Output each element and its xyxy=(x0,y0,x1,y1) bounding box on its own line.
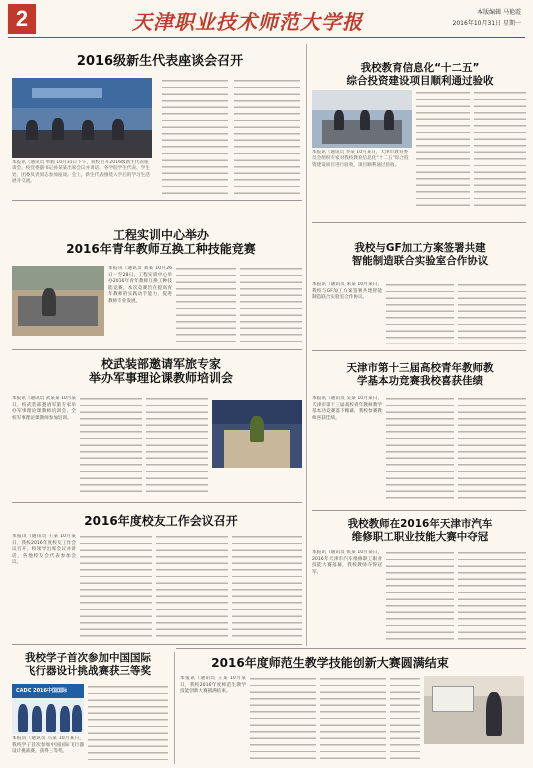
article-10-photo xyxy=(424,676,524,744)
article-5-photo-banner: CADC 2016中国国际 xyxy=(16,688,68,694)
article-3-caption xyxy=(212,470,302,496)
article-5-photo xyxy=(12,684,84,734)
article-9-body xyxy=(386,550,454,642)
article-1-body xyxy=(162,78,228,194)
article-1-lead: 本报讯（通讯员 单鹤 10月31日下午，我校召开2016级新生代表座谈会，校党委副书记孙某某出席会议并讲话，各学院学生代表、学生处、团委负责同志参加座谈。会上，新生代表围绕入学后的学习生活展开交流。 xyxy=(12,160,150,185)
article-3-body xyxy=(80,396,142,496)
article-9-body xyxy=(458,550,526,642)
article-5-lead: 本报讯（通讯员 马某 10月某日，我校学子首次参加中国国际飞行器设计挑战赛，获得三等奖。 xyxy=(12,736,84,755)
article-4-body xyxy=(156,534,228,640)
article-7-body xyxy=(386,282,454,344)
article-2-lead: 本报讯（通讯员 刘某 10月26日一至28日，工程实训中心举办2016年青年教师互换工种技能竞赛。本次竞赛旨在提高青年教师的实践动手能力，促进教师专业发展。 xyxy=(108,266,172,304)
article-6-body xyxy=(474,90,526,208)
article-7-lead: 本报讯（通讯员 朱某 10月某日，我校与GF加工方案签署共建智能制造联合实验室合作协议。 xyxy=(312,282,382,301)
article-2-body xyxy=(240,266,302,342)
article-4-body xyxy=(232,534,302,640)
article-2-photo xyxy=(12,266,104,336)
article-10-body xyxy=(390,676,420,764)
article-3-headline: 校武装部邀请军旅专家 举办军事理论课教师培训会 xyxy=(88,357,233,386)
article-6-lead: 本报讯（通讯员 李某 10月某日，天津市教育委员会组织专家对我校教育信息化“十二五”综合投资建设项目进行验收，项目顺利通过验收。 xyxy=(312,150,409,168)
article-8-lead: 本报讯（通讯员 吴某 10月某日，天津市第十三届高校青年教师教学基本功竞赛落下帷幕，我校参赛教师喜获佳绩。 xyxy=(312,396,382,421)
article-8-body xyxy=(386,396,454,504)
article-4-lead: 本报讯（通讯员 王某 10月某日，我校2016年度校友工作会议召开，校领导出席会议并讲话，各地校友会代表参加会议。 xyxy=(12,534,76,566)
article-3-lead: 本报讯（通讯员 武某某 10月某日，校武装部邀请军旅专家举办军事理论课教师培训会，全校军事理论课教师参加培训。 xyxy=(12,396,76,421)
article-8-body xyxy=(458,396,526,504)
article-2-headline: 工程实训中心举办 2016年青年教师互换工种技能竞赛 xyxy=(66,228,256,257)
article-7-headline: 我校与GF加工方案签署共建 智能制造联合实验室合作协议 xyxy=(351,242,489,267)
article-10-caption xyxy=(424,746,524,764)
article-2-caption xyxy=(12,337,104,347)
article-6-photo xyxy=(312,90,412,148)
article-5-body xyxy=(88,684,168,764)
article-9-lead: 本报讯（通讯员 张某 10月某日，2016年天津市汽车维修职工职业技能大赛落幕，我校教师夺得冠军。 xyxy=(312,550,382,575)
article-5-headline: 我校学子首次参加中国国际 飞行器设计挑战赛获三等奖 xyxy=(25,652,151,677)
article-10-body xyxy=(250,676,316,764)
article-10-body xyxy=(320,676,386,764)
masthead xyxy=(8,4,525,38)
article-2-body xyxy=(176,266,236,342)
paper-name: 天津职业技术师范大学报 xyxy=(132,10,363,34)
article-6-body xyxy=(416,90,470,208)
article-10-lead: 本报讯（通讯员 王某 10月某日，我校2016年度师范生教学技能创新大赛圆满结束。 xyxy=(180,676,246,695)
article-1-headline: 2016级新生代表座谈会召开 xyxy=(76,54,244,69)
article-3-body xyxy=(146,396,208,496)
article-9-headline: 我校教师在2016年天津市汽车 维修职工职业技能大赛中夺冠 xyxy=(347,518,493,543)
article-3-photo xyxy=(212,400,302,468)
article-1-photo xyxy=(12,78,152,158)
article-6-headline: 我校教育信息化“十二五” 综合投资建设项目顺利通过验收 xyxy=(346,62,494,87)
article-4-headline: 2016年度校友工作会议召开 xyxy=(84,514,238,528)
article-7-body xyxy=(458,282,526,344)
article-1-body xyxy=(234,78,300,194)
article-4-body xyxy=(80,534,152,640)
article-8-headline: 天津市第十三届高校青年教师教 学基本功竞赛我校喜获佳绩 xyxy=(346,362,494,387)
editor-credit: 本版编辑 马艳霞 xyxy=(477,9,521,16)
page-number: 2 xyxy=(8,4,36,34)
issue-date: 2016年10月31日 星期一 xyxy=(452,20,521,27)
article-10-headline: 2016年度师范生教学技能创新大赛圆满结束 xyxy=(211,656,449,670)
